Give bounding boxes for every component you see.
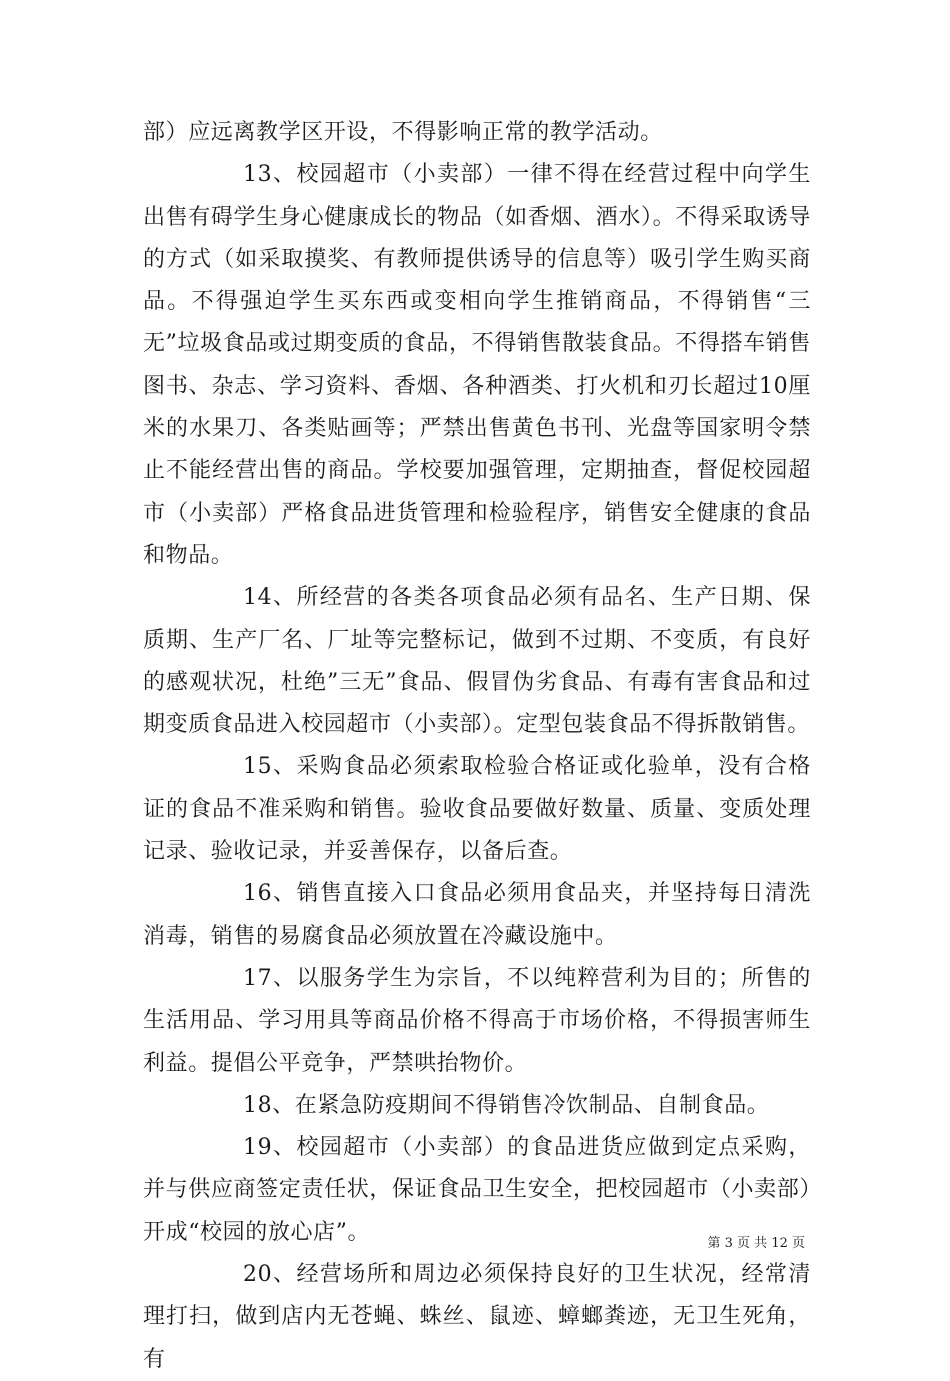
paragraph-15: 15、采购食品必须索取检验合格证或化验单，没有合格证的食品不准采购和销售。验收食品要做好数量、质量、变质处理记录、验收记录，并妥善保存，以备后查。 (143, 754, 811, 865)
paragraph-16: 16、销售直接入口食品必须用食品夹，并坚持每日清洗消毒，销售的易腐食品必须放置在冷藏设施中。 (143, 881, 811, 949)
paragraph-13: 13、校园超市（小卖部）一律不得在经营过程中向学生出售有碍学生身心健康成长的物品（如香烟、酒水）。不得采取诱导的方式（如采取摸奖、有教师提供诱导的信息等）吸引学生购买商品。不得强迫学生买东西或变相向学生推销商品，不得销售“三无”垃圾食品或过期变质的食品，不得销售散装食品。不得搭车销售图书、杂志、学习资料、香烟、各种酒类、打火机和刃长超过10厘米的水果刀、各类贴画等；严禁出售黄色书刊、光盘等国家明令禁止不能经营出售的商品。学校要加强管理，定期抽查，督促校园超市（小卖部）严格食品进货管理和检验程序，销售安全健康的食品和物品。 (143, 162, 811, 568)
paragraph-19: 19、校园超市（小卖部）的食品进货应做到定点采购，并与供应商签定责任状，保证食品卫生安全，把校园超市（小卖部）开成“校园的放心店”。 (143, 1135, 811, 1245)
paragraph-17: 17、以服务学生为宗旨，不以纯粹营利为目的；所售的生活用品、学习用具等商品价格不得高于市场价格，不得损害师生利益。提倡公平竞争，严禁哄抬物价。 (143, 965, 811, 1076)
paragraph-18: 18、在紧急防疫期间不得销售冷饮制品、自制食品。 (243, 1092, 770, 1118)
page-number-footer: 第 3 页 共 12 页 (707, 1236, 805, 1251)
document-body (143, 112, 811, 1381)
paragraph-continuation: 部）应远离教学区开设，不得影响正常的教学活动。 (143, 120, 663, 145)
paragraph-20: 20、经营场所和周边必须保持良好的卫生状况，经常清理打扫，做到店内无苍蝇、蛛丝、鼠迹、蟑螂粪迹，无卫生死角，有 (143, 1262, 811, 1372)
paragraph-14: 14、所经营的各类各项食品必须有品名、生产日期、保质期、生产厂名、厂址等完整标记，做到不过期、不变质，有良好的感观状况，杜绝”三无”食品、假冒伪劣食品、有毒有害食品和过期变质食品进入校园超市（小卖部）。定型包装食品不得拆散销售。 (143, 585, 811, 738)
